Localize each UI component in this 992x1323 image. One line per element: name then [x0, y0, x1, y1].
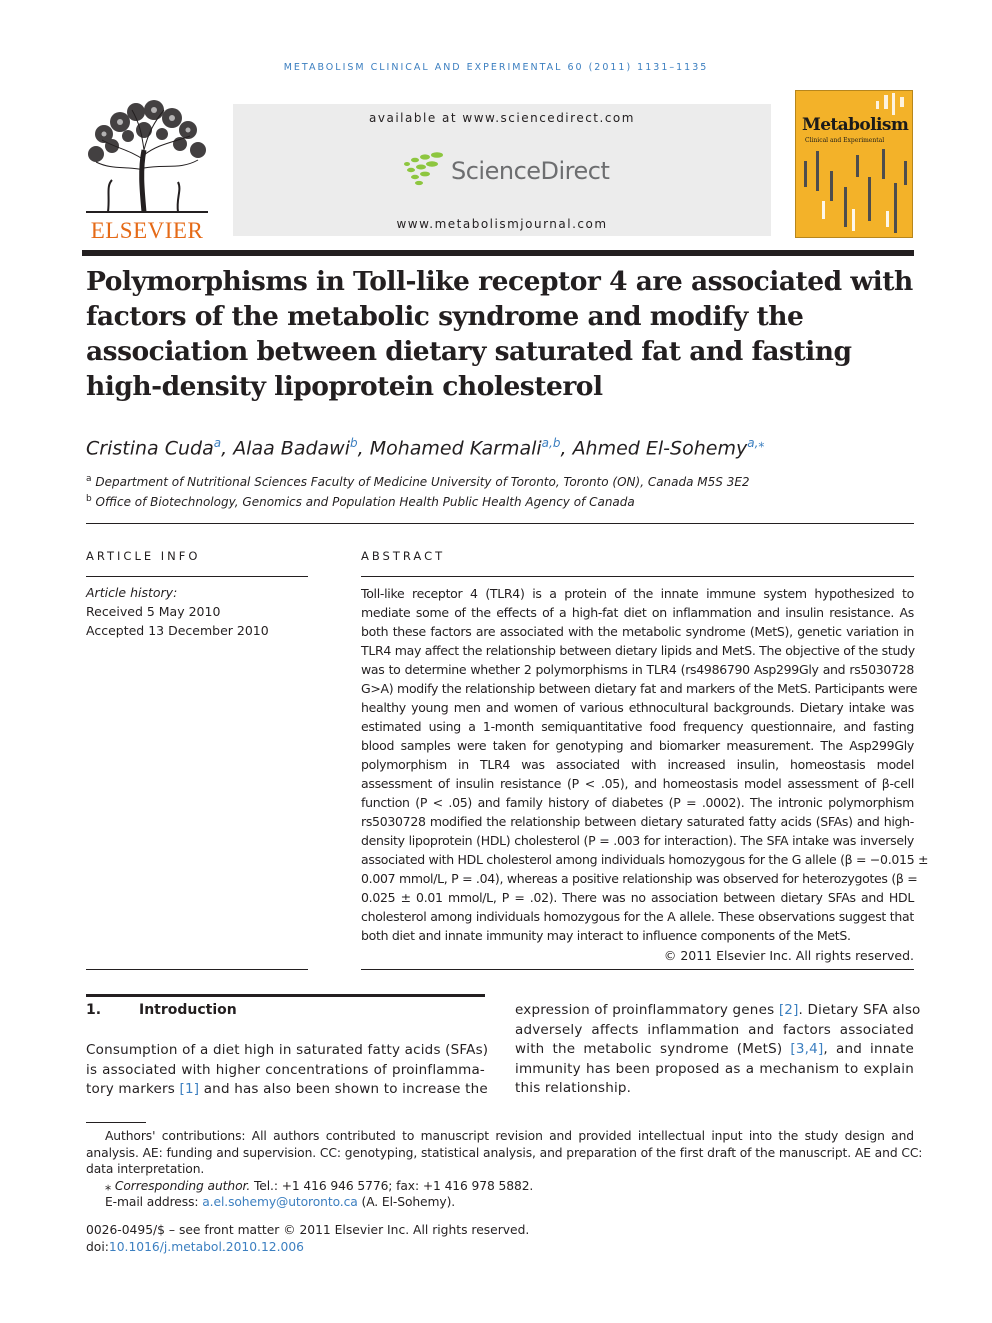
author-affiliation-mark[interactable]: a,b: [541, 436, 561, 450]
introduction-left-column: [86, 1041, 489, 1100]
section-number: 1.: [86, 1002, 102, 1018]
body-line: is associated with higher concentrations of proinflamma-: [86, 1061, 485, 1078]
author-name: Ahmed El-Sohemy: [572, 437, 748, 460]
article-info-divider: [86, 576, 308, 577]
running-head: METABOLISM CLINICAL AND EXPERIMENTAL 60 (2011) 1131–1135: [283, 62, 709, 73]
accepted-date: Accepted 13 December 2010: [86, 623, 269, 638]
footnote-divider: [86, 1122, 146, 1123]
journal-url-link[interactable]: www.metabolismjournal.com: [396, 217, 608, 231]
abstract-bottom-divider: [361, 969, 914, 970]
abstract-line: healthy young men and women of various ethnocultural backgrounds. Dietary intake was: [361, 700, 914, 715]
cover-title: Metabolism: [802, 115, 909, 135]
body-line: with the metabolic syndrome (MetS) [3,4], and innate: [515, 1041, 914, 1057]
body-line: this relationship.: [515, 1080, 632, 1096]
author-name: Cristina Cuda: [86, 437, 214, 460]
author-list: Cristina Cuda$^a$, Alaa Badawi$^b$, Mohamed Karmali$^{a,b}$, Ahmed El-Sohemy$^{a,⁎}$: [86, 436, 765, 460]
abstract-line: both these factors are associated with the metabolic syndrome (MetS), genetic variation in: [361, 624, 914, 639]
abstract-line: TLR4 may affect the relationship between dietary lipids and MetS. The objective of the study: [361, 643, 915, 658]
doi-link[interactable]: 10.1016/j.metabol.2010.12.006: [108, 1240, 304, 1254]
abstract-line: density lipoprotein (HDL) cholesterol (P = .003 for interaction). The SFA intake was inversely: [361, 833, 914, 848]
sciencedirect-leaf-icon: [399, 150, 451, 190]
front-matter: [86, 1222, 529, 1256]
abstract-line: G>A) modify the relationship between dietary fat and markers of the MetS. Participants were: [361, 681, 918, 696]
sciencedirect-wordmark: ScienceDirect: [451, 157, 610, 185]
affiliation: [86, 494, 916, 509]
paper-title: Polymorphisms in Toll-like receptor 4 are associated with factors of the metabolic syndrome and modify the association between dietary saturated fat and fasting high-density lipoprotein cholesterol: [86, 266, 913, 402]
journal-cover-thumbnail[interactable]: [795, 90, 913, 238]
article-info-bottom-divider: [86, 969, 308, 970]
doi-line: [86, 1239, 529, 1256]
cover-pattern-icon: [796, 91, 913, 238]
abstract-line: both diet and innate immunity may interact to influence components of the MetS.: [361, 928, 851, 943]
abstract-copyright: © 2011 Elsevier Inc. All rights reserved.: [663, 948, 914, 963]
affiliation: [86, 474, 916, 489]
footnotes: [86, 1128, 923, 1211]
author-name: Alaa Badawi: [233, 437, 350, 460]
section-divider: [86, 994, 485, 997]
abstract-line: cholesterol among individuals homozygous for the A allele. These observations suggest that: [361, 909, 914, 924]
abstract-line: associated with HDL cholesterol among individuals homozygous for the G allele (β = −0.015 ±: [361, 852, 929, 867]
sciencedirect-logo[interactable]: [399, 150, 609, 192]
corresponding-contact: Tel.: +1 416 946 5776; fax: +1 416 978 5882.: [253, 1178, 534, 1193]
citation-link[interactable]: [2]: [778, 1002, 799, 1018]
citation-link[interactable]: [1]: [179, 1081, 200, 1097]
affiliation-label: a: [86, 474, 92, 484]
abstract-line: function (P < .05) and family history of diabetes (P = .0002). The intronic polymorphism: [361, 795, 914, 810]
received-date: Received 5 May 2010: [86, 604, 221, 619]
contributions-footnote: Authors' contributions: All authors contributed to manuscript revision and provided intellectual input into the study design and: [105, 1129, 914, 1143]
abstract-line: polymorphism in TLR4 was associated with increased insulin, homeostasis model: [361, 757, 914, 772]
abstract-line: blood samples were taken for genotyping and biomarker measurement. The Asp299Gly: [361, 738, 914, 753]
article-info-heading: ARTICLE INFO: [86, 549, 201, 563]
elsevier-wordmark: ELSEVIER: [90, 218, 204, 243]
email-suffix: (A. El-Sohemy).: [361, 1195, 456, 1210]
corresponding-label: Corresponding author.: [114, 1178, 251, 1193]
author-affiliation-mark[interactable]: a,⁎: [747, 436, 765, 450]
cover-subtitle: Clinical and Experimental: [805, 137, 885, 144]
introduction-right-column: [515, 1001, 921, 1099]
citation-link[interactable]: [3,4]: [790, 1041, 824, 1057]
abstract-divider: [361, 576, 914, 577]
email-link[interactable]: a.el.sohemy@utoronto.ca: [202, 1195, 358, 1210]
abstract-line: 0.007 mmol/L, P = .04), whereas a positive relationship was observed for heterozygotes (β =: [361, 871, 918, 886]
email-label: E-mail address:: [105, 1195, 199, 1210]
body-line: immunity has been proposed as a mechanism to explain: [515, 1060, 914, 1077]
issn-line: 0026-0495/$ – see front matter © 2011 Elsevier Inc. All rights reserved.: [86, 1223, 530, 1237]
header-divider: [82, 250, 914, 256]
affiliation-text: Department of Nutritional Sciences Faculty of Medicine University of Toronto, Toronto (ON), Canada M5S 3E2: [95, 475, 750, 489]
available-at-link[interactable]: available at www.sciencedirect.com: [369, 111, 635, 125]
contributions-footnote: data interpretation.: [86, 1162, 205, 1177]
author-name: Mohamed Karmali: [369, 437, 542, 460]
author-affiliation-mark[interactable]: a: [213, 436, 222, 450]
abstract-line: estimated using a 1-month semiquantitative food frequency questionnaire, and fasting: [361, 719, 914, 734]
affiliation-text: Office of Biotechnology, Genomics and Population Health Public Health Agency of Canada: [95, 495, 635, 509]
body-line: adversely affects inflammation and factors associated: [515, 1021, 914, 1038]
abstract-body: [361, 584, 929, 945]
corresponding-mark: ⁎: [105, 1178, 112, 1193]
author-affiliation-mark[interactable]: b: [350, 436, 358, 450]
contributions-footnote: analysis. AE: funding and supervision. CC: genotyping, statistical analysis, and preparation of the first draft of the manuscript. AE and CC:: [86, 1145, 923, 1160]
section-heading: Introduction: [139, 1002, 237, 1018]
abstract-line: mediate some of the effects of a high-fat diet on inflammation and insulin resistance. As: [361, 605, 914, 620]
elsevier-logo[interactable]: [82, 100, 212, 243]
abstract-line: rs5030728 modified the relationship between dietary saturated fatty acids (SFAs) and high-: [361, 814, 914, 829]
abstract-line: Toll-like receptor 4 (TLR4) is a protein of the innate immune system hypothesized to: [361, 586, 914, 601]
abstract-line: was to determine whether 2 polymorphisms in TLR4 (rs4986790 Asp299Gly and rs5030728: [361, 662, 914, 677]
affiliation-divider: [86, 523, 914, 524]
affiliation-label: b: [86, 494, 92, 504]
body-line: Consumption of a diet high in saturated fatty acids (SFAs): [86, 1042, 489, 1058]
elsevier-tree-icon: [82, 100, 212, 218]
email-footnote: [86, 1194, 914, 1211]
article-history-label: Article history:: [86, 585, 178, 600]
abstract-line: assessment of insulin resistance (P < .05), and homeostasis model assessment of β-cell: [361, 776, 914, 791]
doi-label: doi:: [86, 1240, 109, 1254]
corresponding-author-footnote: [86, 1178, 914, 1195]
body-line: expression of proinflammatory genes [2]. Dietary SFA also: [515, 1002, 921, 1018]
abstract-heading: ABSTRACT: [361, 549, 446, 563]
body-line: tory markers [1] and has also been shown to increase the: [86, 1081, 488, 1097]
abstract-line: 0.025 ± 0.01 mmol/L, P = .02). There was no association between dietary SFAs and HDL: [361, 890, 914, 905]
sciencedirect-banner: [233, 104, 771, 236]
